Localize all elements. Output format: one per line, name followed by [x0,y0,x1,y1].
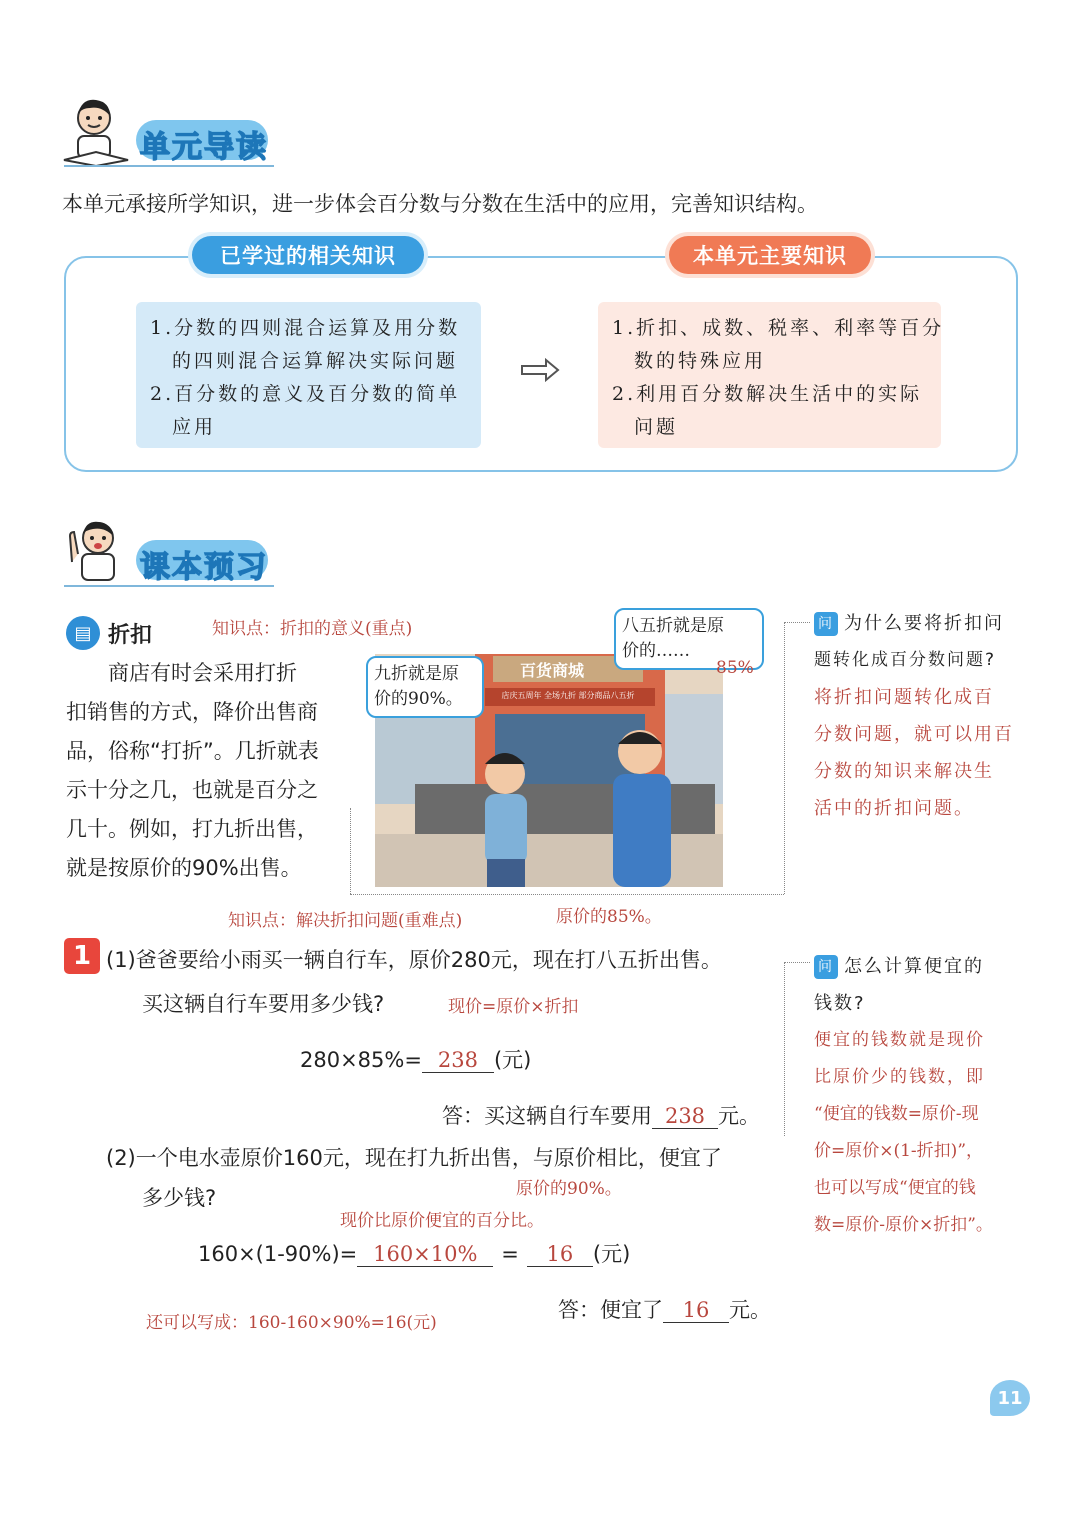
connector-line [350,808,351,894]
para-line: 就是按原价的90%出售。 [66,856,302,880]
book-icon: ▤ [66,616,100,650]
question-2-formula [198,1238,630,1268]
question-2-reply [558,1294,771,1324]
answer-blank: 238 [422,1048,494,1073]
side-answer-line: 活中的折扣问题。 [814,798,974,819]
intro-text: 本单元承接所学知识，进一步体会百分数与分数在生活中的应用，完善知识结构。 [62,192,818,216]
reply-text: 答：买这辆自行车要用 [442,1104,652,1128]
boy-reading-icon [62,94,134,170]
bubble-85-note: 85% [716,658,754,678]
question-icon: 问 [814,955,838,979]
store-sign: 百货商城 [519,661,584,680]
boy-raising-hand-icon [62,514,134,590]
prior-knowledge-card [136,302,481,448]
question-1-line-1: (1)爸爸要给小雨买一辆自行车，原价280元，现在打八五折出售。 [106,948,722,972]
reply-suffix: 元。 [718,1104,760,1128]
para-line: 示十分之几，也就是百分之 [66,778,318,802]
topic-title: 折扣 [108,623,153,648]
side-answer-line: 将折扣问题转化成百 [814,687,994,708]
connector-line [784,962,785,1136]
store-banner: 店庆五周年 全场九折 部分商品八五折 [501,691,635,700]
side-answer-line: 分数的知识来解决生 [814,761,994,782]
answer-blank: 16 [527,1242,593,1267]
question-2-line-2: 多少钱? [142,1186,217,1210]
para-line: 几十。例如，打九折出售， [66,817,318,841]
reply-text: 答：便宜了 [558,1298,663,1322]
answer-blank: 160×10% [357,1242,493,1267]
prior-item-line: 1.分数的四则混合运算及用分数 [150,317,461,339]
formula-text: 280×85%= [300,1048,422,1072]
side-answer-line: 分数问题，就可以用百 [814,724,1014,745]
arrow-right-icon [520,358,560,382]
para-line: 扣销售的方式，降价出售商 [66,700,318,724]
prior-item-line: 的四则混合运算解决实际问题 [172,350,459,372]
side-answer-line: 数=原价-原价×折扣”。 [814,1215,993,1235]
side-answer-line: 比原价少的钱数，即 [814,1067,985,1087]
knowledge-point-note: 知识点：解决折扣问题(重难点) [228,911,463,931]
discount-definition [66,654,346,888]
tab-prior-knowledge: 已学过的相关知识 [192,236,424,274]
connector-line [784,962,810,963]
speech-bubble-left [366,656,484,718]
prior-item-line: 2.百分数的意义及百分数的简单 [150,383,461,405]
main-item-line: 2.利用百分数解决生活中的实际 [612,383,923,405]
side-note-how [814,948,1024,1244]
side-answer-line: 便宜的钱数就是现价 [814,1030,985,1050]
unit-text: (元) [493,1048,532,1072]
formula-hint: 现价=原价×折扣 [448,997,579,1017]
para-line: 品，俗称“打折”。几折就表 [66,739,319,763]
connector-line [784,622,810,623]
main-item-line: 1.折扣、成数、税率、利率等百分 [612,317,945,339]
section-title-unit-guide: 单元导读 [140,130,268,165]
unit-text: (元) [592,1242,631,1266]
connector-line [350,894,784,895]
question-1-line-2: 买这辆自行车要用多少钱? [142,992,385,1016]
divider [64,585,274,587]
bubble-line: 九折就是原 [374,664,459,684]
formula-hint: 原价的90%。 [516,1179,622,1199]
example-number-badge: 1 [64,938,100,974]
para-line: 商店有时会采用打折 [108,661,297,685]
bubble-line: 八五折就是原 [622,616,724,636]
answer-blank: 16 [663,1298,729,1323]
main-knowledge-card [598,302,945,448]
side-answer-line: 也可以写成“便宜的钱 [814,1178,976,1198]
side-question-line: 怎么计算便宜的 [844,956,984,977]
answer-blank: 238 [652,1104,718,1129]
section-title-preview: 课本预习 [140,550,268,585]
note-85-percent: 原价的85%。 [556,907,662,927]
question-1-formula [300,1044,531,1074]
side-answer-line: “便宜的钱数=原价-现 [814,1104,979,1124]
main-item-line: 数的特殊应用 [634,350,767,372]
side-note-why [814,605,1024,827]
bubble-line: 价的…… [622,641,690,661]
page-number: 11 [990,1380,1030,1416]
tab-main-knowledge: 本单元主要知识 [669,236,871,274]
side-question-line: 为什么要将折扣问 [844,613,1004,634]
equals-sign: = [501,1242,519,1266]
alternative-formula: 还可以写成：160-160×90%=16(元) [146,1313,437,1333]
side-question-line: 题转化成百分数问题? [814,650,997,670]
side-answer-line: 价=原价×(1-折扣)”， [814,1141,984,1161]
prior-item-line: 应用 [172,416,217,438]
divider [64,165,274,167]
question-icon: 问 [814,612,838,636]
formula-text: 160×(1-90%)= [198,1242,358,1266]
side-question-line: 钱数? [814,993,866,1014]
main-item-line: 问题 [634,416,679,438]
connector-line [784,622,785,894]
knowledge-point-note: 知识点：折扣的意义(重点) [212,619,413,639]
question-2-line-1: (2)一个电水壶原价160元，现在打九折出售，与原价相比，便宜了 [106,1146,722,1170]
question-1-reply [442,1100,760,1130]
bubble-line: 价的90%。 [374,689,463,709]
reply-suffix: 元。 [729,1298,771,1322]
formula-hint: 现价比原价便宜的百分比。 [340,1211,544,1231]
